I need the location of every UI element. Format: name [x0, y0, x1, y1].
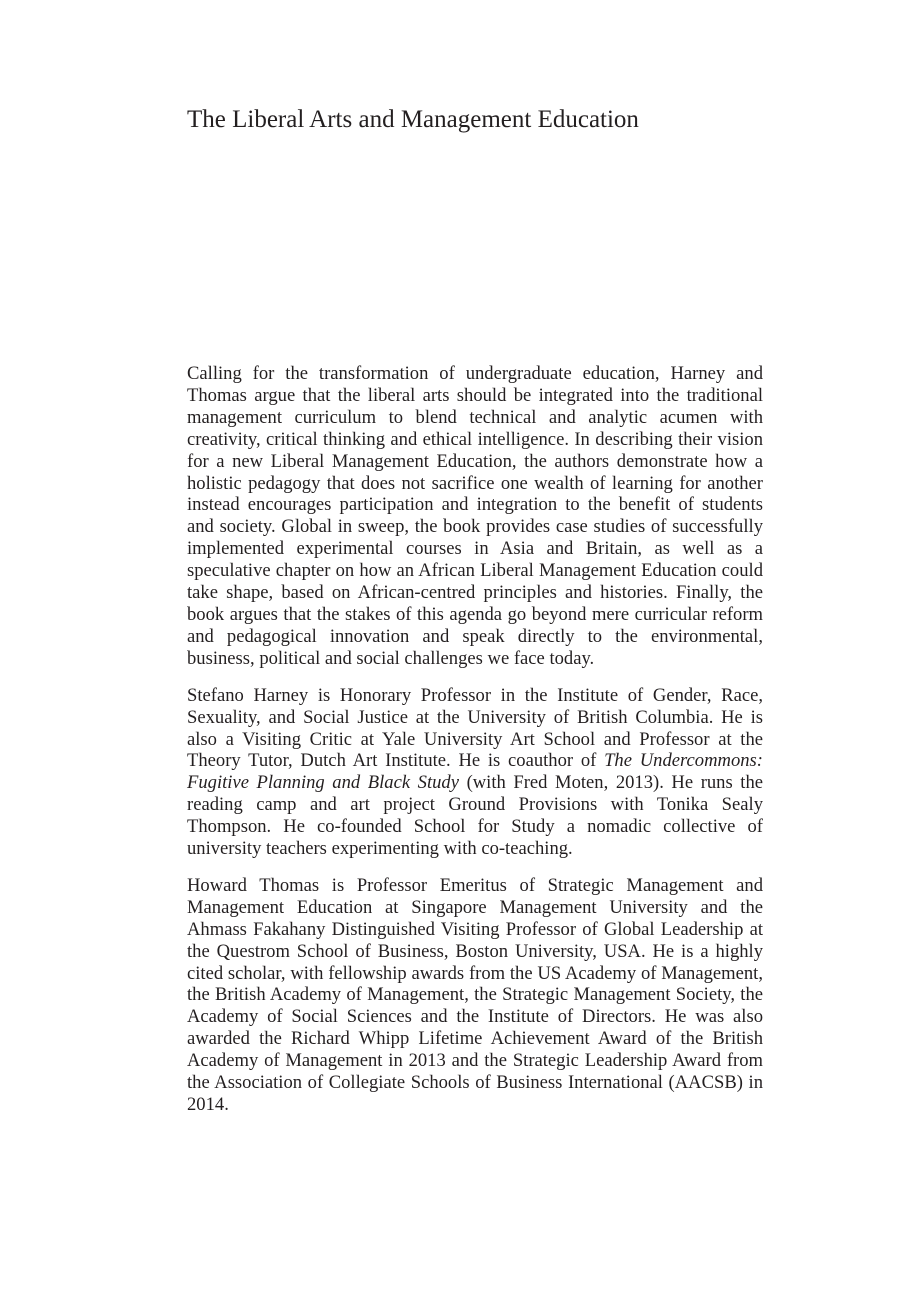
- harney-bio-paragraph: [187, 685, 763, 860]
- page-title: The Liberal Arts and Management Education: [187, 106, 639, 133]
- book-title-italic: The Undercommons: Fugitive Planning and Black Study: [187, 750, 763, 794]
- thomas-bio-paragraph: Howard Thomas is Professor Emeritus of Strategic Management and Management Education at Singapore Management University and the Ahmass Fakahany Distinguished Visiting Professor of Global Leadership at the Questrom School of Business, Boston University, USA. He is a highly cited scholar, with fellowship awards from the US Academy of Management, the British Academy of Management, the Strategic Management Society, the Academy of Social Sciences and the Institute of Directors. He was also awarded the Richard Whipp Lifetime Achievement Award of the British Academy of Management in 2013 and the Strategic Leadership Award from the Association of Collegiate Schools of Business International (AACSB) in 2014.: [187, 874, 763, 1115]
- body-text: [187, 363, 763, 1131]
- harney-bio-text: Stefano Harney is Honorary Professor in the Institute of Gender, Race, Sexuality, and Social Justice at the University of British Columbia. He is also a Visiting Critic at Yale University Art School and Professor at the Theory Tutor, Dutch Art Institute. He is coauthor of: [187, 684, 763, 772]
- harney-bio-text-continued: (with Fred Moten, 2013). He runs the reading camp and art project Ground Provisions with Tonika Sealy Thompson. He co-founded School for Study a nomadic collective of university teachers experimenting with co-teaching.: [187, 772, 764, 860]
- book-summary-paragraph: Calling for the transformation of undergraduate education, Harney and Thomas argue that the liberal arts should be integrated into the traditional management curriculum to blend technical and analytic acumen with creativity, critical thinking and ethical intelligence. In describing their vision for a new Liberal Management Education, the authors demonstrate how a holistic pedagogy that does not sacrifice one wealth of learning for another instead encourages participation and integration to the benefit of students and society. Global in sweep, the book provides case studies of successfully implemented experimental courses in Asia and Britain, as well as a speculative chapter on how an African Liberal Management Education could take shape, based on African-centred principles and histories. Finally, the book argues that the stakes of this agenda go beyond mere curricular reform and pedagogical innovation and speak directly to the environmental, business, political and social challenges we face today.: [187, 363, 763, 669]
